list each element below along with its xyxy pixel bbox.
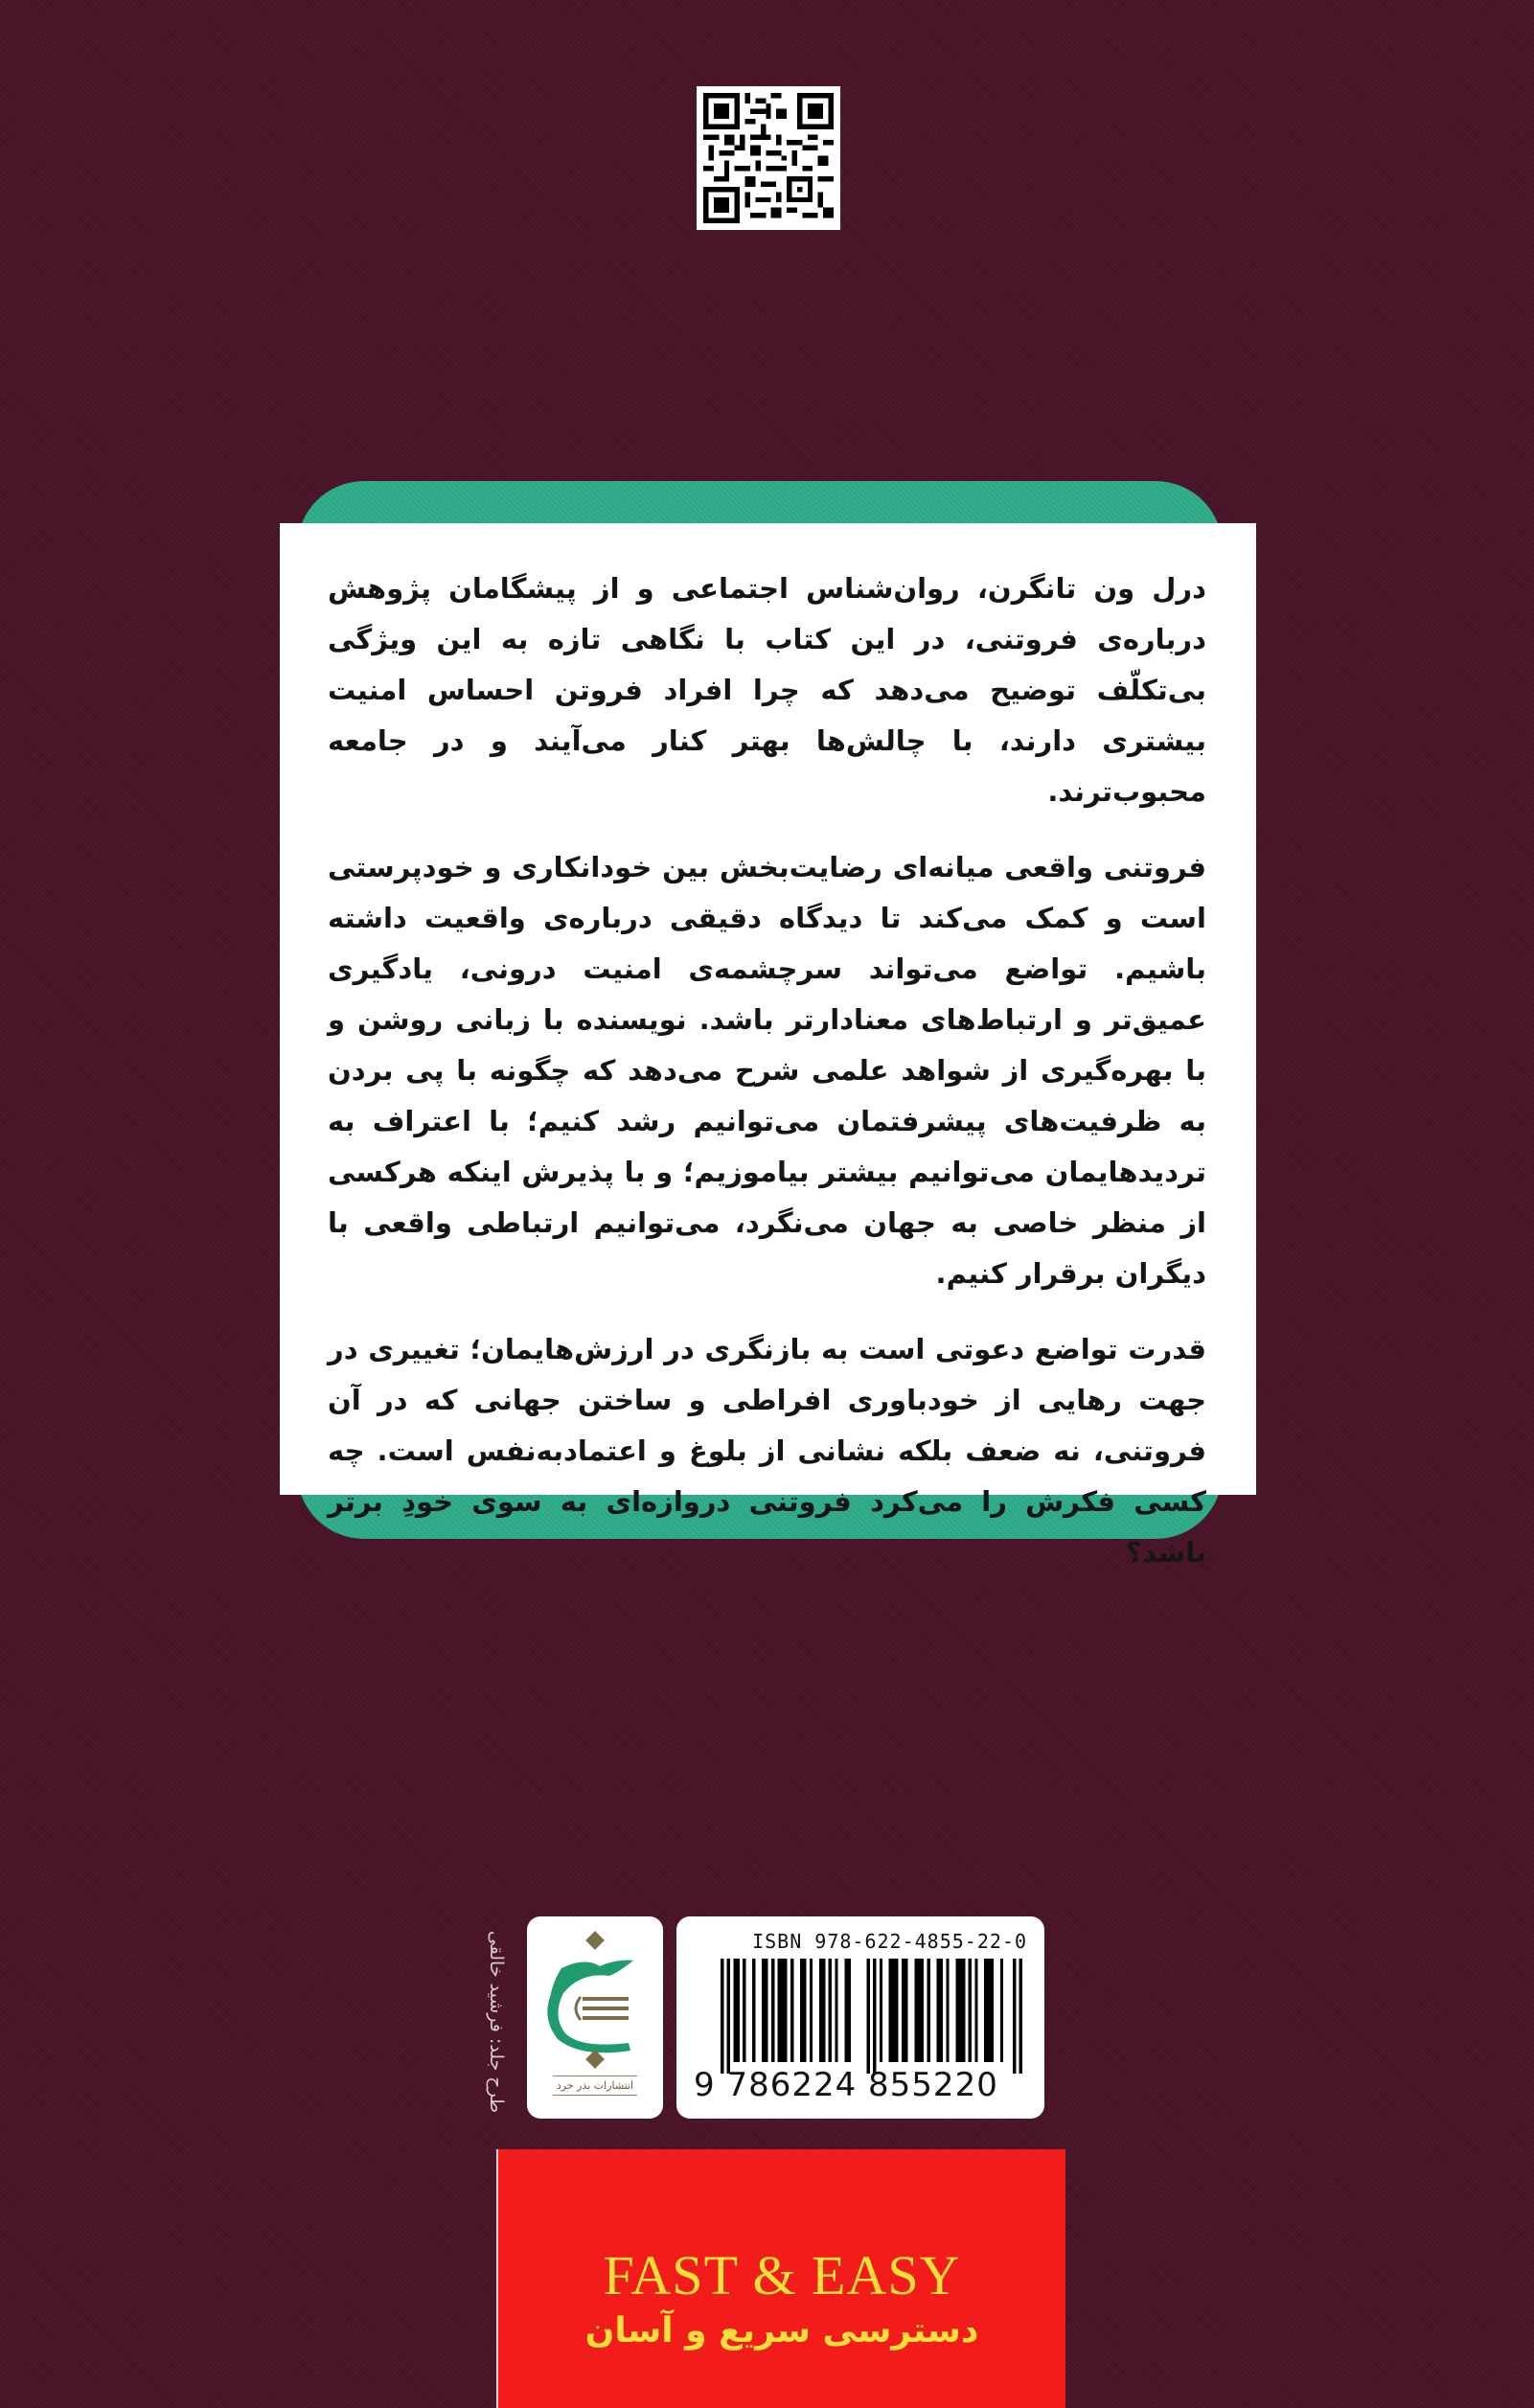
publisher-logo-box xyxy=(527,1916,663,2119)
badge-title-fa: دسترسی سریع و آسان xyxy=(584,2311,979,2351)
qr-code[interactable] xyxy=(697,86,840,230)
blurb-panel xyxy=(280,523,1256,1569)
fast-easy-badge xyxy=(496,2149,1065,2408)
blurb-paragraph-1: درل ون تانگرن، روان‌شناس اجتماعی و از پیشگامان پژوهش درباره‌ی فروتنی، در این کتاب با نگاهی تازه به این ویژگی بی‌تکلّف توضیح می‌دهد که چرا افراد فروتن احساس امنیت بیشتری دارند، با چالش‌ها بهتر کنار می‌آیند و در جامعه محبوب‌ترند. xyxy=(328,572,1206,808)
publisher-logo-icon xyxy=(542,1930,648,2074)
badge-title-en: FAST & EASY xyxy=(603,2244,961,2306)
ean-digits: 9 786224 855220 xyxy=(694,2066,998,2104)
blurb-paragraph-2: فروتنی واقعی میانه‌ای رضایت‌بخش بین خودانکاری و خودپرستی است و کمک می‌کند تا دیدگاه دقیقی درباره‌ی واقعیت داشته باشیم. تواضع می‌تواند سرچشمه‌ی امنیت درونی، یادگیری عمیق‌تر و ارتباط‌های معنادارتر باشد. نویسنده با زبانی روشن و با بهره‌گیری از شواهد علمی شرح می‌دهد که چگونه با پی بردن به ظرفیت‌های پیشرفتمان می‌توانیم رشد کنیم؛ با اعتراف به تردیدهایمان می‌توانیم بیشتر بیاموزیم؛ و با پذیرش اینکه هرکسی از منظر خاصی به جهان می‌نگرد، می‌توانیم ارتباطی واقعی با دیگران برقرار کنیم. xyxy=(328,851,1206,1290)
publisher-name: انتشارات بذر خرد xyxy=(553,2075,637,2096)
isbn-label: ISBN 978-622-4855-22-0 xyxy=(752,1930,1027,1953)
qr-code-icon xyxy=(703,93,834,223)
isbn-barcode xyxy=(676,1916,1044,2119)
blurb-paragraph-3: قدرت تواضع دعوتی است به بازنگری در ارزش‌هایمان؛ تغییری در جهت رهایی از خودباوری افراطی و ساختن جهانی که در آن فروتنی، نه ضعف بلکه نشانی از بلوغ و اعتمادبه‌نفس است. چه کسی فکرش را می‌کرد فروتنی دروازه‌ای به سوی خودِ برتر باشد؟ xyxy=(328,1333,1206,1569)
cover-design-credit-text: طرح جلد: فرشید خالقی xyxy=(486,1930,507,2114)
cover-design-credit xyxy=(477,1921,515,2122)
barcode-icon xyxy=(721,1959,1022,2074)
